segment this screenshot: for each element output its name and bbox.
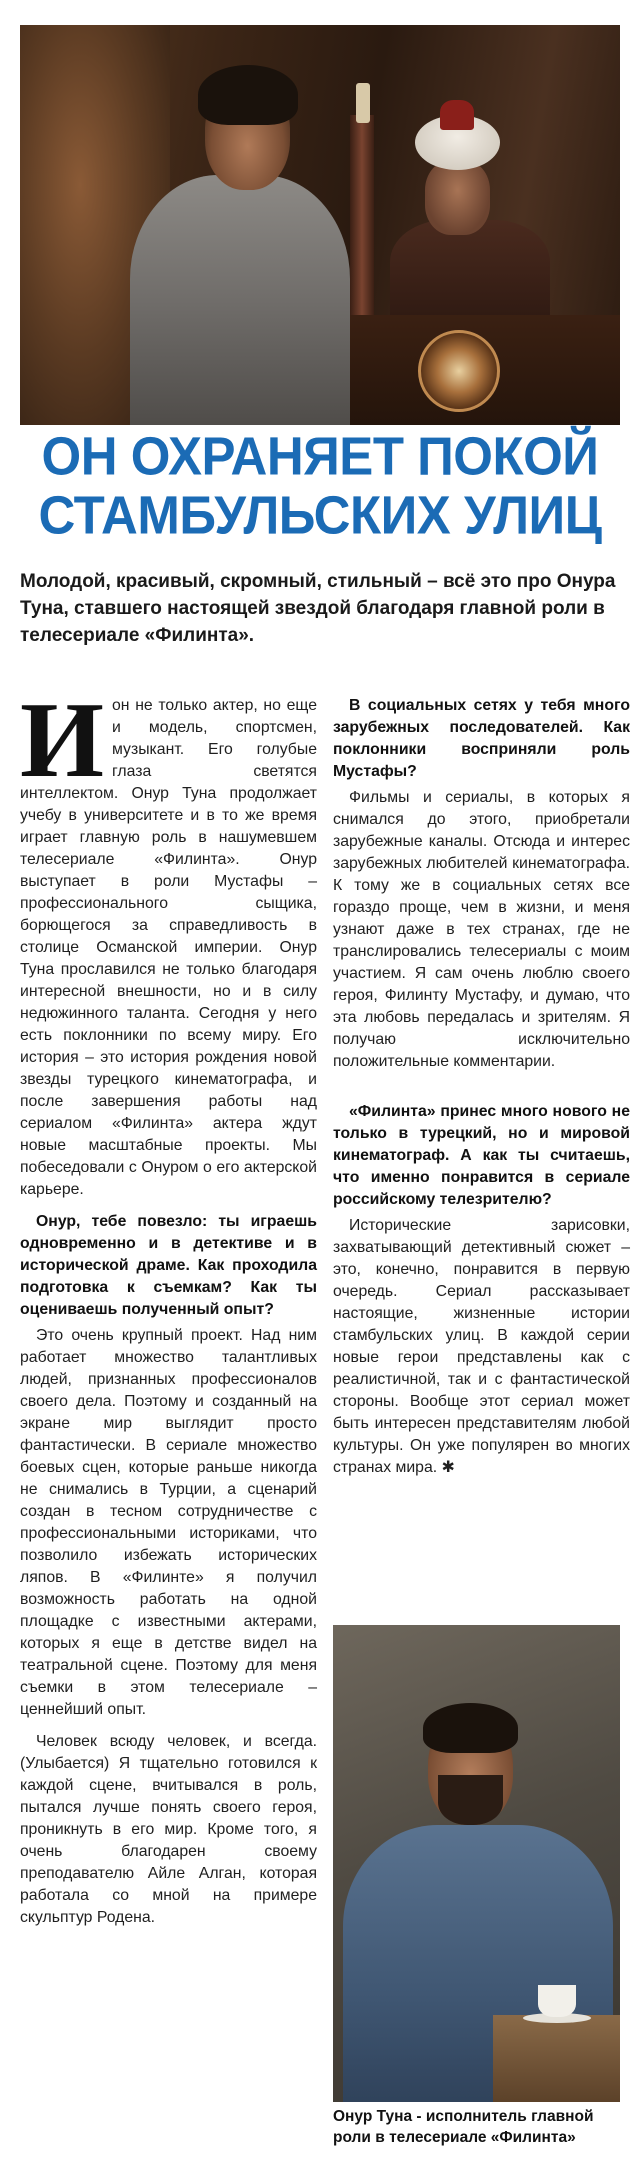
article-column-right — [333, 695, 630, 1479]
headline — [20, 427, 620, 545]
photo-caption: Онур Туна - исполнитель главной роли в телесериале «Филинта» — [333, 2108, 594, 2146]
headline-line-1: ОН ОХРАНЯЕТ ПОКОЙ — [41, 426, 599, 486]
intro-paragraph: И он не только актер, но еще и модель, спортсмен, музыкант. Его голубые глаза светятся интеллектом. Онур Туна продолжает учебу в университете и в то же время играет главную роль в нашумевшем телесериале «Филинта». Онур выступает в роли Мустафы – профессионального сыщика, борющегося за справедливость в столице Османской империи. Онур Туна прославился не только благодаря интересной внешности, но и в силу недюжинного таланта. Сегодня у него есть поклонники по всему миру. Его история – это история рождения новой звезды турецкого кинематографа, и после завершения работы над сериалом «Филинта» актера ждут новые масштабные проекты. Мы побеседовали с Онуром о его актерской карьере. — [20, 681, 317, 1198]
lead-paragraph: Молодой, красивый, скромный, стильный – всё это про Онура Туна, ставшего настоящей звездой благодаря главной роли в телесериале «Филинта». — [20, 571, 616, 646]
answer-2: Фильмы и сериалы, в которых я снимался до этого, приобретали зарубежные каналы. Отсюда и интерес зарубежных любителей кинематографа. К тому же в социальных сетях все гораздо проще, чем в жизни, и меня узнают даже в тех странах, где не транслировались телесериалы с моим участием. Я сам очень люблю своего героя, Филинту Мустафу, и думаю, что эта любовь передалась и зрителям. Я получаю исключительно положительные комментарии. — [333, 789, 630, 1070]
question-2: В социальных сетях у тебя много зарубежных последователей. Как поклонники восприняли роль Мустафы? — [333, 697, 630, 780]
end-mark-icon: ✱ — [441, 1459, 455, 1476]
hero-photo — [20, 25, 620, 425]
drop-cap: И — [20, 681, 105, 800]
answer-3: Исторические зарисовки, захватывающий детективный сюжет – это, конечно, понравится в первую очередь. Сериал рассказывает настоящие, жизненные истории стамбульских улиц. В каждой серии новые герои представлены как с реалистичной, так и с фантастической стороны. Вообще этот сериал может быть интересен представителям любой культуры. Он уже популярен во многих странах мира. ✱ — [333, 1217, 630, 1476]
portrait-photo — [333, 1625, 620, 2102]
question-1: Онур, тебе повезло: ты играешь одновременно и в детективе и в исторической драме. Как проходила подготовка к съемкам? Как ты оцениваешь полученный опыт? — [20, 1213, 317, 1318]
answer-1-paragraph-2: Человек всюду человек, и всегда. (Улыбается) Я тщательно готовился к каждой сцене, вчитывался в роль, пытался лучше понять своего героя, проникнуть в его мир. Кроме того, я очень благодарен своему преподавателю Айле Алган, которая работала со мной на примере скульптур Родена. — [20, 1733, 317, 1926]
question-3: «Филинта» принес много нового не только в турецкий, но и мировой кинематограф. А как ты считаешь, что именно понравится в сериале российскому телезрителю? — [333, 1103, 630, 1208]
answer-1-paragraph-1: Это очень крупный проект. Над ним работает множество талантливых людей, признанных профессионалов своего дела. Поэтому и созданный на экране мир выглядит просто фантастически. В сериале множество боевых сцен, которые раньше никогда не снимались в Турции, а сценарий создан в тесном сотрудничестве с профессиональными историками, что позволило избежать исторических ляпов. В «Филинте» я получил возможность работать на одной площадке с известными актерами, которых я еще в детстве видел на театральной сцене. Поэтому для меня съемки в этом телесериале – ценнейший опыт. — [20, 1327, 317, 1718]
headline-line-2: СТАМБУЛЬСКИХ УЛИЦ — [38, 484, 602, 545]
article-column-left — [20, 681, 317, 1929]
